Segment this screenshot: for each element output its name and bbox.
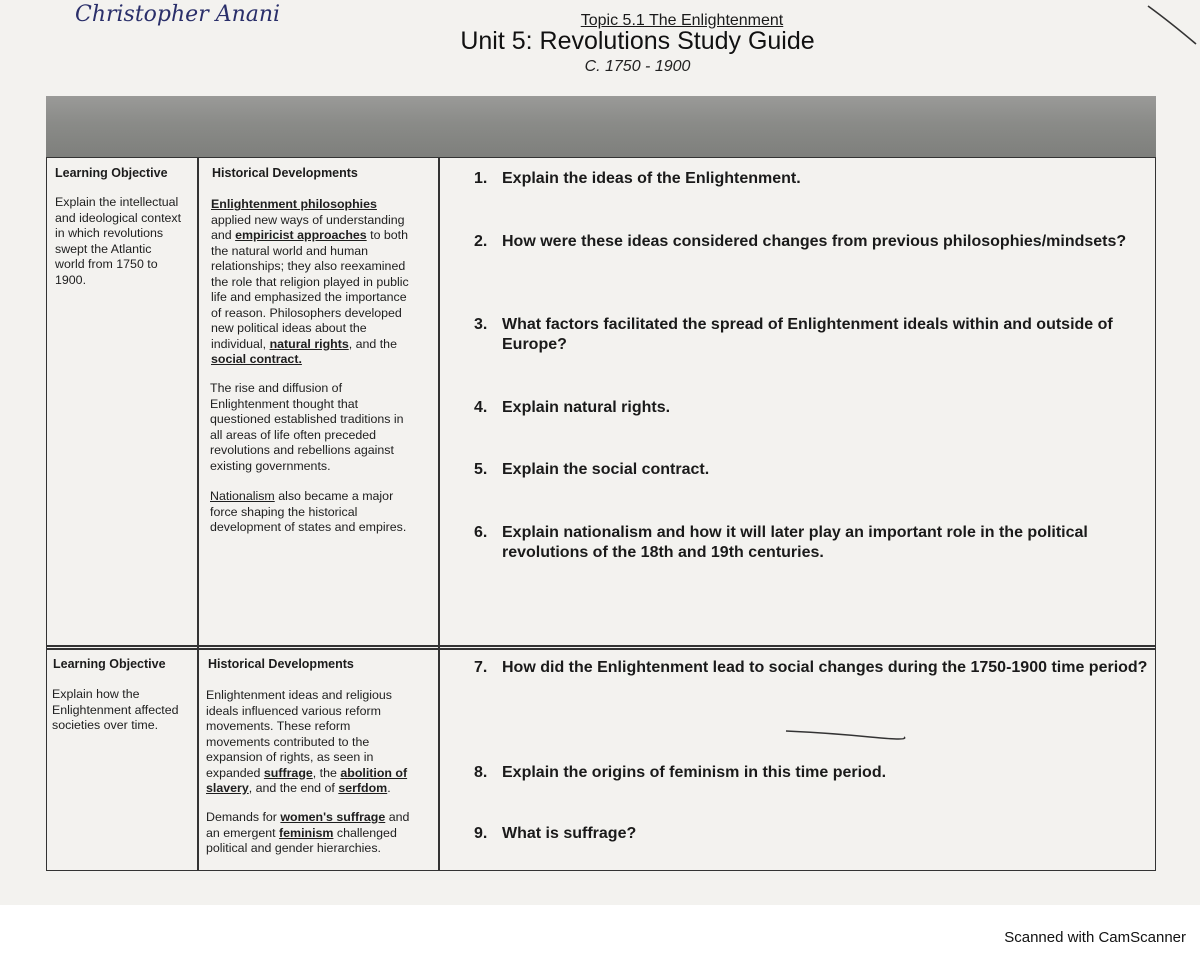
text-fragment: and (388, 810, 410, 824)
historical-developments-block-4 (206, 688, 434, 797)
text-line: existing governments. (210, 458, 331, 473)
text-line: Enlightenment affected (52, 702, 179, 717)
question-number: 6. (474, 524, 488, 541)
text-line: ideals influenced various reform (206, 703, 381, 718)
text-fragment: , the (312, 765, 337, 780)
text-fragment: , and the (348, 336, 397, 351)
learning-objective-text (55, 195, 195, 288)
term-natural-rights: natural rights (269, 336, 349, 351)
text-line: expansion of rights, as seen in (206, 750, 374, 764)
scanner-watermark: Scanned with CamScanner (1004, 929, 1186, 946)
question-text: Explain the social contract. (502, 461, 710, 478)
text-line: applied new ways of understanding (211, 212, 405, 227)
text-line: Explain the intellectual (55, 195, 179, 209)
text-line: movements. These reform (206, 719, 351, 733)
question-1 (474, 169, 1154, 189)
term-womens-suffrage: women's suffrage (280, 810, 386, 824)
question-number: 5. (474, 461, 488, 478)
question-number: 8. (474, 764, 488, 781)
text-fragment: also became a major (278, 489, 394, 503)
column-divider-2 (438, 158, 440, 871)
term-feminism: feminism (279, 825, 334, 840)
learning-objective-header-2: Learning Objective (53, 657, 166, 671)
text-line: relationships; they also reexamined (211, 259, 406, 273)
question-number: 9. (474, 825, 488, 842)
text-line: life and emphasized the importance (211, 290, 407, 304)
topic-band (46, 96, 1156, 158)
text-line: Explain how the (52, 687, 140, 701)
historical-developments-block-1 (211, 197, 436, 368)
term-nationalism: Nationalism (210, 489, 275, 503)
topic-title: Topic 5.1 The Enlightenment (580, 12, 784, 29)
text-line: The rise and diffusion of (210, 381, 343, 395)
text-fragment: Demands for (206, 810, 277, 824)
historical-developments-header-2: Historical Developments (208, 657, 354, 671)
text-line: of reason. Philosophers developed (211, 305, 402, 320)
question-text: How were these ideas considered changes from previous philosophies/mindsets? (502, 233, 1127, 250)
question-text: Explain the origins of feminism in this time period. (502, 764, 887, 781)
term-suffrage: suffrage (263, 765, 313, 780)
text-line: political and gender hierarchies. (206, 841, 381, 855)
text-fragment: an emergent (206, 825, 276, 840)
term-empiricist-approaches: empiricist approaches (235, 228, 367, 242)
page-title: Unit 5: Revolutions Study Guide (460, 27, 815, 55)
text-line: in which revolutions (55, 226, 164, 240)
text-line: the role that religion played in public (211, 274, 409, 289)
question-text: How did the Enlightenment lead to social changes during the 1750-1900 time period? (502, 659, 1148, 676)
text-fragment: and (211, 228, 232, 242)
section-divider (46, 645, 1156, 647)
handwritten-name: Christopher Anani (75, 2, 281, 27)
question-number: 2. (474, 233, 488, 250)
text-line: movements contributed to the (206, 734, 370, 749)
question-number: 7. (474, 659, 488, 676)
text-fragment: . (387, 781, 391, 795)
text-line: questioned established traditions in (210, 412, 404, 426)
text-line: new political ideas about the (211, 321, 367, 335)
term-enlightenment-philosophies: Enlightenment philosophies (211, 197, 377, 211)
question-7 (474, 658, 1154, 678)
question-number: 4. (474, 399, 488, 416)
question-number: 1. (474, 170, 488, 187)
question-9 (474, 824, 1154, 844)
text-fragment: challenged (336, 825, 397, 840)
text-line: all areas of life often preceded (210, 427, 377, 442)
text-line: the natural world and human (211, 243, 369, 258)
text-line: societies over time. (52, 718, 159, 732)
question-text: Explain nationalism and how it will later play an important role in the political revolutions of the 18th and 19th centuries. (502, 524, 1088, 561)
term-serfdom: serfdom (338, 781, 388, 795)
text-fragment: individual, (211, 336, 267, 351)
text-line: force shaping the historical (210, 504, 358, 519)
text-fragment: to both (370, 228, 409, 242)
question-8 (474, 763, 1154, 783)
text-line: 1900. (55, 272, 87, 287)
section-divider-double (46, 648, 1156, 650)
question-text: Explain the ideas of the Enlightenment. (502, 170, 801, 187)
term-slavery: slavery (206, 781, 249, 795)
learning-objective-text-2 (52, 687, 194, 734)
question-5 (474, 460, 1154, 480)
question-3 (474, 315, 1154, 355)
question-number: 3. (474, 316, 488, 333)
question-text: What is suffrage? (502, 825, 637, 842)
text-fragment: expanded (206, 765, 261, 780)
text-line: and ideological context (55, 210, 182, 225)
historical-developments-block-2 (210, 381, 435, 474)
pen-stroke-icon (780, 725, 910, 745)
text-line: world from 1750 to (55, 257, 158, 271)
text-fragment: , and the end of (248, 781, 335, 795)
text-line: Enlightenment thought that (210, 396, 359, 411)
text-line: development of states and empires. (210, 520, 407, 534)
text-line: revolutions and rebellions against (210, 443, 394, 457)
question-4 (474, 398, 1154, 418)
learning-objective-header: Learning Objective (55, 166, 168, 180)
term-abolition-of: abolition of (340, 765, 408, 780)
term-social-contract: social contract. (211, 352, 302, 366)
historical-developments-block-3 (210, 489, 435, 536)
question-text: Explain natural rights. (502, 399, 671, 416)
historical-developments-block-5 (206, 810, 434, 857)
text-line: Enlightenment ideas and religious (206, 688, 392, 702)
text-line: swept the Atlantic (55, 241, 152, 256)
question-2 (474, 232, 1154, 252)
page-subtitle: C. 1750 - 1900 (584, 58, 691, 75)
column-divider-1 (197, 158, 199, 871)
historical-developments-header: Historical Developments (212, 166, 358, 180)
question-6 (474, 523, 1154, 563)
question-text: What factors facilitated the spread of Enlightenment ideals within and outside of Europe? (502, 316, 1113, 353)
